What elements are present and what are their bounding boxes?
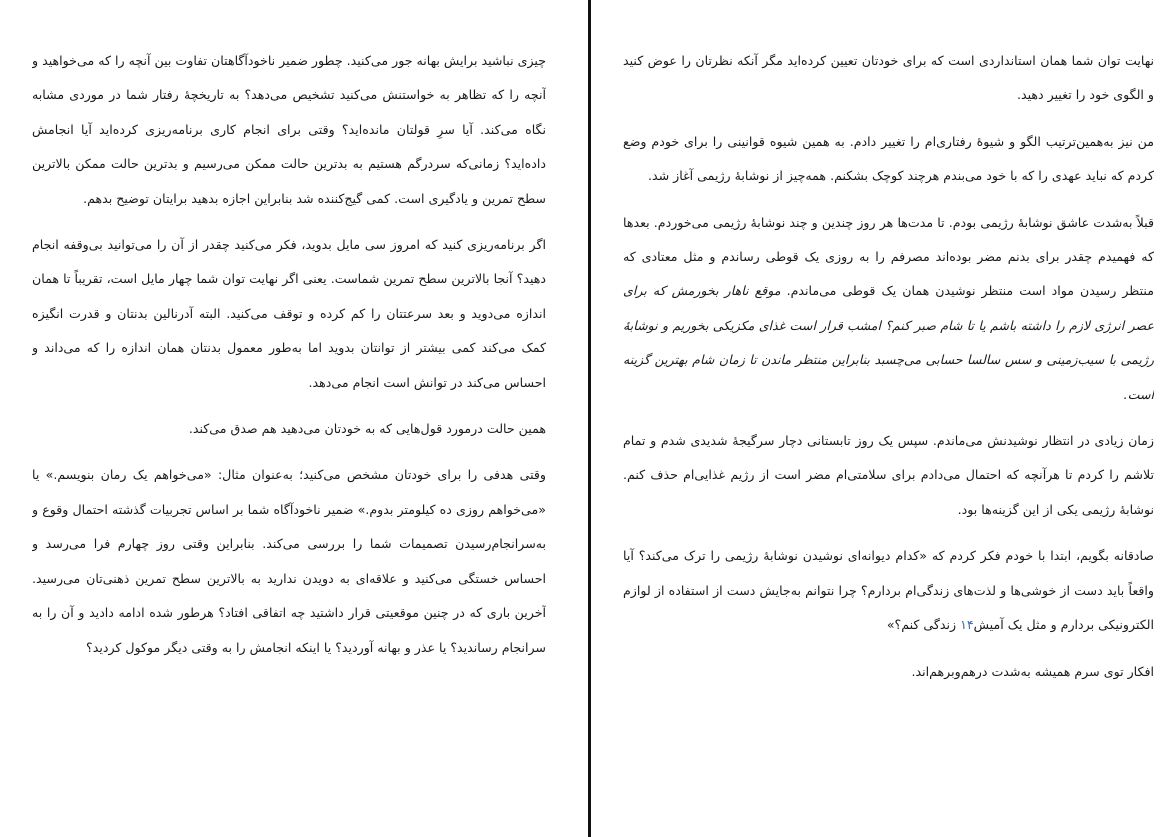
paragraph-promises: همین حالت درمورد قول‌هایی که به خودتان می‌دهید هم صدق می‌کند. <box>188 421 546 437</box>
diet-soda-italic-thought: موقع ناهار بخورمش که برای عصر انرژی لازم را داشته باشم یا تا شام صبر کنم؟ امشب قرار است غذای مکزیکی بخوریم و نوشابهٔ رژیمی با سیب‌زمینی و سس سالسا حسابی می‌چسبد بنابراین منتظر ماندن تا زمان شام بهترین گزینه است. <box>623 283 1154 402</box>
paragraph-summer: زمان زیادی در انتظار نوشیدنش می‌ماندم. سپس یک روز تابستانی دچار سرگیجهٔ شدیدی شدم و تمام تلاشم را کردم تا هرآنچه که احتمال می‌دادم برای سلامتی‌ام مضر است از رژیم غذایی‌ام حذف کنم. نوشابهٔ رژیمی یکی از این گزینه‌ها بود. <box>623 433 1154 517</box>
paragraph-goals: وقتی هدفی را برای خودتان مشخص می‌کنید؛ به‌عنوان مثال: «می‌خواهم یک رمان بنویسم.» یا «می‌خواهم روزی ده کیلومتر بدوم.» ضمیر ناخودآگاه شما بر اساس تجربیات گذشته احتمال وقوع و به‌سرانجام‌رسیدن تصمیمات شما را بررسی می‌کند. بنابراین وقتی روز چهارم فرا می‌رسد و احساس خستگی می‌کنید و علاقه‌ای به دویدن ندارید به بالاترین سطح تمرین ذهنی‌تان می‌رسید. آخرین باری که در چنین موقعیتی قرار داشتید چه اتفاقی افتاد؟ هرطور شده ادامه دادید و آن را به سرانجام رساندید؟ یا عذر و بهانه آوردید؟ یا اینکه انجامش را به وقتی دیگر موکول کردید؟ <box>32 467 546 655</box>
paragraph-limit: نهایت توان شما همان استانداردی است که برای خودتان تعیین کرده‌اید مگر آنکه نظرتان را عوض کنید و الگوی خود را تغییر دهید. <box>623 53 1154 103</box>
left-page <box>32 44 546 824</box>
diet-soda-text: قبلاً به‌شدت عاشق نوشابهٔ رژیمی بودم. تا مدت‌ها هر روز چندین و چند نوشابهٔ رژیمی می‌خوردم. بعدها که فهمیدم چقدر برای بدنم مضر بوده‌اند مصرفم را به روزی یک قوطی رساندم و مثل معتادی که منتظر رسیدن مواد است منتظر نوشیدن همان یک قوطی می‌ماندم. <box>623 214 1154 299</box>
page-gutter-divider <box>588 0 591 837</box>
footnote-reference[interactable]: ۱۴ <box>960 617 974 633</box>
paragraph-diet-soda <box>623 206 1154 412</box>
paragraph-running: اگر برنامه‌ریزی کنید که امروز سی مایل بدوید، فکر می‌کنید چقدر از آن را می‌توانید بی‌وقفه انجام دهید؟ آنجا بالاترین سطح تمرین شماست. یعنی اگر نهایت توان شما چهار مایل است، تقریباً تا همان اندازه می‌دوید و بعد سرعتتان را کم کرده و توقف می‌کنید. البته آدرنالین بدنتان و قدرت انگیزه کمک می‌کند کمی بیشتر از توانتان بدوید اما به‌طور معمول بدنتان همان اندازه را که می‌داند و احساس می‌کند در توانش است انجام می‌دهد. <box>32 237 546 390</box>
paragraph-thoughts: افکار توی سرم همیشه به‌شدت درهم‌وبرهم‌اند. <box>911 663 1154 679</box>
right-page <box>623 44 1154 834</box>
honest-text-end: زندگی کنم؟» <box>886 617 961 633</box>
paragraph-honest <box>623 539 1154 642</box>
paragraph-excuses: چیزی نباشید برایش بهانه جور می‌کنید. چطور ضمیر ناخودآگاهتان تفاوت بین آنچه را که می‌خواهید و آنچه را که تظاهر به خواستنش می‌کنید تشخیص می‌دهد؟ به تاریخچهٔ رفتار شما در موردی مشابه نگاه می‌کند. آیا سرِ قولتان مانده‌اید؟ وقتی برای انجام کاری برنامه‌ریزی کرده‌اید آیا انجامش داده‌اید؟ زمانی‌که سردرگم هستیم به بدترین حالت ممکن می‌رسیم و بدترین حالت ممکن بالاترین سطح تمرین و یادگیری است. کمی گیج‌کننده شد بنابراین اجازه بدهید برایتان توضیح بدهم. <box>32 53 546 206</box>
honest-text: صادقانه بگویم، ابتدا با خودم فکر کردم که «کدام دیوانه‌ای نوشیدن نوشابهٔ رژیمی را ترک می‌کند؟ آیا واقعاً باید دست از خوشی‌ها و لذت‌های زندگی‌ام بردارم؟ چرا نتوانم به‌جایش دست از استفاده از لوازم الکترونیکی بردارم و مثل یک آمیش <box>623 548 1154 633</box>
paragraph-pattern: من نیز به‌همین‌ترتیب الگو و شیوهٔ رفتاری‌ام را تغییر دادم. به همین شیوه قوانینی را برای خودم وضع کردم که نباید عهدی را که با خود می‌بندم هرچند کوچک بشکنم. همه‌چیز از نوشابهٔ رژیمی آغاز شد. <box>623 133 1154 184</box>
